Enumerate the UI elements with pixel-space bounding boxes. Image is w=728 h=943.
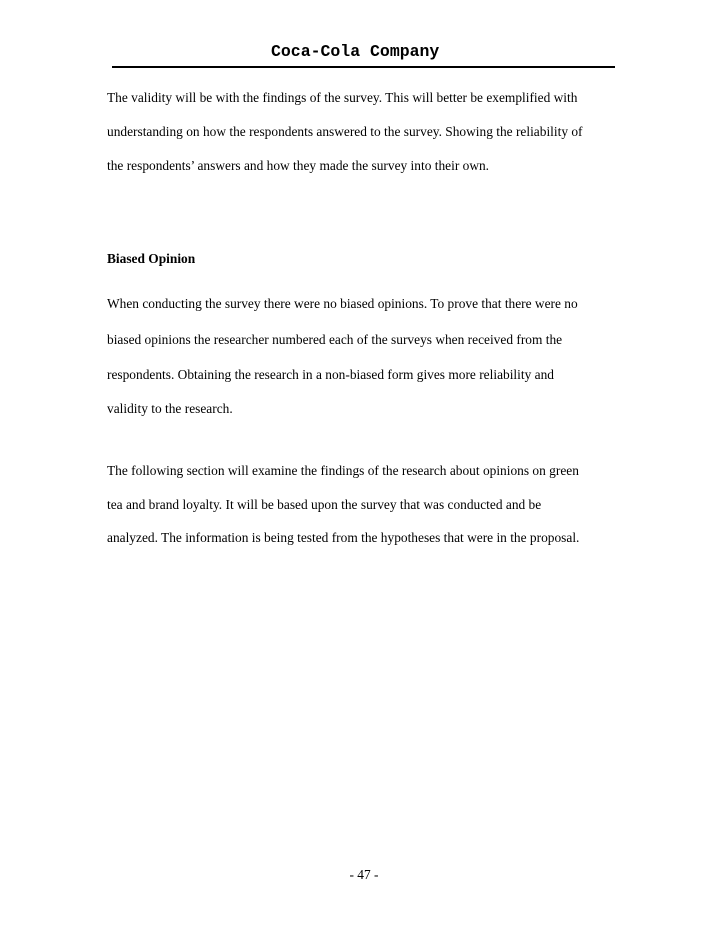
header-title: Coca-Cola Company (271, 42, 440, 61)
page-header (112, 40, 615, 68)
paragraph-2-line-2: biased opinions the researcher numbered each of the surveys when received from the (107, 332, 563, 347)
paragraph-1-line-3: the respondents’ answers and how they made the survey into their own. (107, 158, 490, 173)
paragraph-1-line-1: The validity will be with the findings of the survey. This will better be exemplified with (107, 90, 578, 105)
section-heading: Biased Opinion (107, 251, 196, 266)
paragraph-3-line-1: The following section will examine the findings of the research about opinions on green (107, 463, 579, 478)
paragraph-3-line-2: tea and brand loyalty. It will be based upon the survey that was conducted and be (107, 497, 542, 512)
page-number: - 47 - (349, 867, 379, 882)
paragraph-2-line-4: validity to the research. (107, 401, 233, 416)
paragraph-2-line-1: When conducting the survey there were no biased opinions. To prove that there were no (107, 296, 578, 311)
paragraph-1-line-2: understanding on how the respondents answered to the survey. Showing the reliability of (107, 124, 583, 139)
paragraph-2-line-3: respondents. Obtaining the research in a non-biased form gives more reliability and (107, 367, 554, 382)
paragraph-3-line-3: analyzed. The information is being tested from the hypotheses that were in the proposal. (107, 530, 580, 545)
